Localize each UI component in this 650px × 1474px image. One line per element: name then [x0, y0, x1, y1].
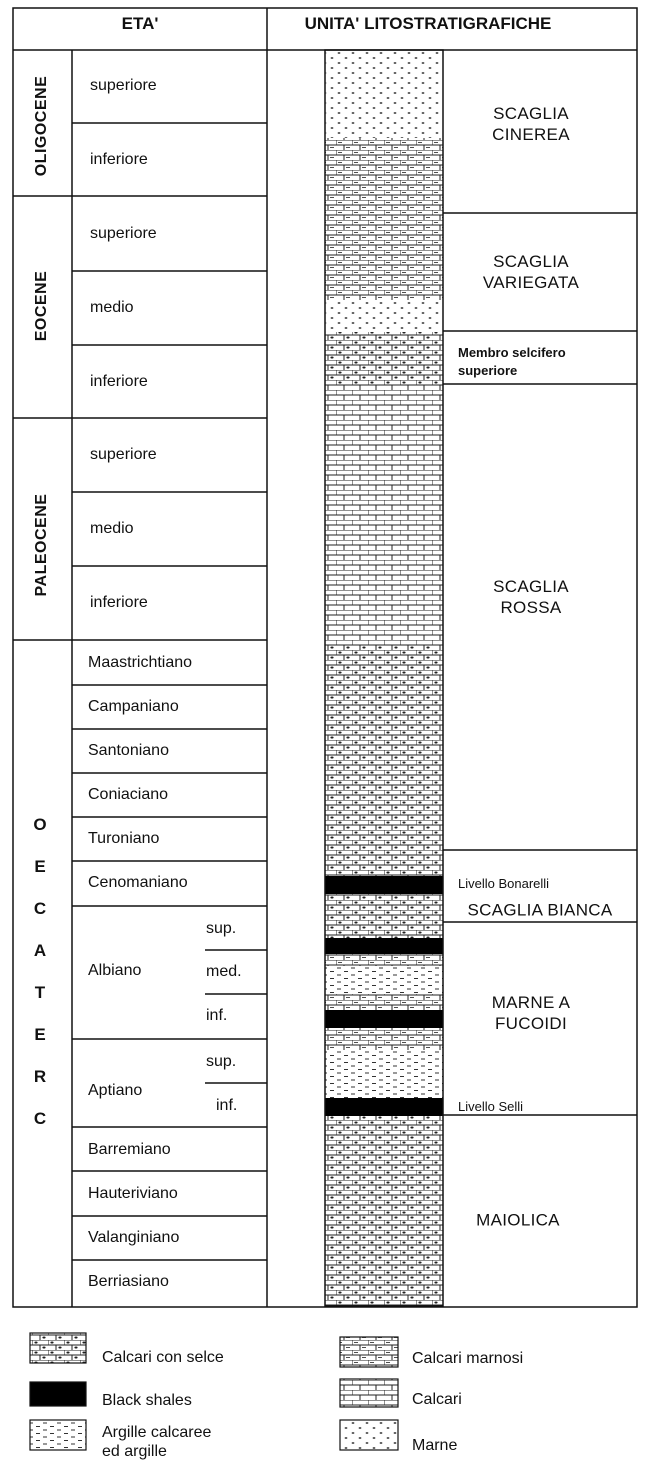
- layer-black-shale-albiano: [325, 938, 443, 954]
- age-aptiano-sup: sup.: [206, 1053, 237, 1070]
- age-valanginiano: Valanginiano: [88, 1229, 180, 1246]
- unit-marne-a-fucoidi: MARNE A FUCOIDI: [491, 993, 571, 1033]
- age-eocene-inferiore: inferiore: [90, 373, 148, 390]
- layer-black-shale-selli: [325, 1098, 443, 1116]
- legend-label-calcari-marnosi: Calcari marnosi: [412, 1350, 524, 1367]
- legend-swatch-calcari-marnosi: [340, 1337, 398, 1367]
- age-aptiano-inf: inf.: [216, 1097, 238, 1114]
- age-albiano-inf: inf.: [206, 1007, 228, 1024]
- epoch-oligocene: OLIGOCENE: [33, 75, 50, 177]
- age-albiano: Albiano: [88, 962, 142, 979]
- unit-scaglia-rossa: SCAGLIA ROSSA: [493, 577, 569, 617]
- age-hauteriviano: Hauteriviano: [88, 1185, 178, 1202]
- age-eocene-superiore: superiore: [90, 225, 157, 242]
- layer-black-shale-bonarelli: [325, 876, 443, 894]
- epoch-cretaceo-letter: E: [34, 857, 46, 876]
- epoch-cretaceo-letter: A: [33, 941, 47, 960]
- legend-swatch-calcari-con-selce: [30, 1333, 86, 1363]
- epoch-cretaceo-letter: C: [33, 899, 47, 918]
- age-santoniano: Santoniano: [88, 742, 169, 759]
- unit-scaglia-cinerea: SCAGLIA CINEREA: [492, 104, 570, 144]
- epoch-cretaceo-letter: T: [34, 983, 46, 1002]
- layer-marnosi-cinerea: [325, 138, 443, 300]
- legend-swatch-marne: [340, 1420, 398, 1450]
- header-age: ETA': [121, 14, 159, 33]
- unit-scaglia-bianca: SCAGLIA BIANCA: [467, 900, 613, 920]
- age-coniaciano: Coniaciano: [88, 786, 169, 803]
- age-albiano-sup: sup.: [206, 920, 237, 937]
- legend-label-calcari-con-selce: Calcari con selce: [102, 1349, 224, 1366]
- epoch-cretaceo-letter: R: [33, 1067, 47, 1086]
- legend-swatch-argille: [30, 1420, 86, 1450]
- age-campaniano: Campaniano: [88, 698, 179, 715]
- unit-scaglia-variegata: SCAGLIA VARIEGATA: [482, 252, 580, 292]
- age-paleocene-superiore: superiore: [90, 446, 157, 463]
- unit-maiolica: MAIOLICA: [476, 1210, 560, 1230]
- unit-livello-bonarelli: Livello Bonarelli: [458, 876, 550, 891]
- layer-argille-albiano: [325, 966, 443, 994]
- layer-marnosi-aptiano: [325, 1028, 443, 1050]
- layer-marne-variegata: [325, 300, 443, 332]
- epoch-paleocene: PALEOCENE: [33, 493, 50, 597]
- layer-calcari-rossa: [325, 384, 443, 646]
- unit-membro-selcifero: Membro selcifero superiore: [458, 345, 566, 378]
- legend-label-black-shales: Black shales: [102, 1392, 192, 1409]
- unit-livello-selli: Livello Selli: [458, 1099, 524, 1114]
- age-barremiano: Barremiano: [88, 1141, 171, 1158]
- legend-swatch-black-shales: [30, 1382, 86, 1406]
- header-units: UNITA' LITOSTRATIGRAFICHE: [304, 14, 552, 33]
- layer-marnosi-albiano-inf: [325, 994, 443, 1010]
- legend-swatch-calcari: [340, 1379, 398, 1407]
- age-maastrichtiano: Maastrichtiano: [88, 654, 193, 671]
- layer-selce-bianca: [325, 894, 443, 938]
- lithology-column: [325, 50, 443, 1306]
- layer-marnosi-albiano: [325, 954, 443, 966]
- age-berriasiano: Berriasiano: [88, 1273, 169, 1290]
- legend-label-calcari: Calcari: [412, 1391, 462, 1408]
- age-oligocene-superiore: superiore: [90, 77, 157, 94]
- epoch-cretaceo-letter: C: [33, 1109, 47, 1128]
- layer-argille-aptiano: [325, 1050, 443, 1098]
- layer-selce-maiolica: [325, 1116, 443, 1306]
- age-paleocene-inferiore: inferiore: [90, 594, 148, 611]
- age-paleocene-medio: medio: [90, 520, 134, 537]
- layer-selce-rossa: [325, 646, 443, 876]
- epoch-eocene: EOCENE: [33, 270, 50, 342]
- epoch-cretaceo-letter: O: [33, 815, 47, 834]
- epoch-cretaceo-letter: E: [34, 1025, 46, 1044]
- age-aptiano: Aptiano: [88, 1082, 143, 1099]
- age-turoniano: Turoniano: [88, 830, 160, 847]
- legend-label-argille: Argille calcaree ed argille: [102, 1424, 212, 1460]
- age-albiano-med: med.: [206, 963, 242, 980]
- age-cenomaniano: Cenomaniano: [88, 874, 188, 891]
- layer-black-shale-fucoidi: [325, 1010, 443, 1028]
- legend-label-marne: Marne: [412, 1437, 458, 1454]
- age-eocene-medio: medio: [90, 299, 134, 316]
- layer-marne-top: [325, 50, 443, 138]
- age-oligocene-inferiore: inferiore: [90, 151, 148, 168]
- layer-selce-membro: [325, 332, 443, 384]
